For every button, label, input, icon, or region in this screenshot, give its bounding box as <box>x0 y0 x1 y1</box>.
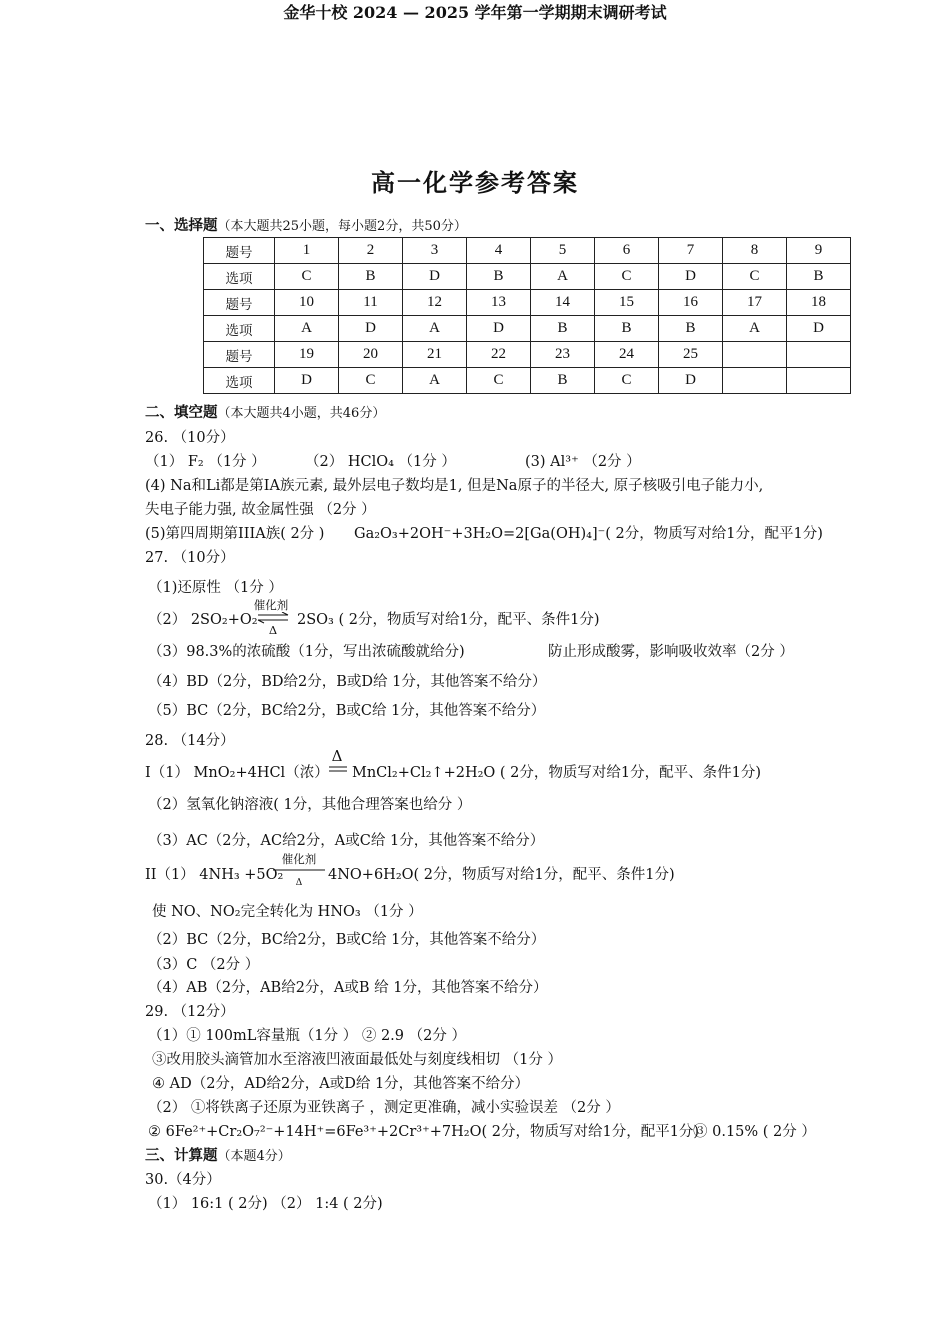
answer-cell: A <box>531 264 595 290</box>
question-number-cell <box>723 342 787 368</box>
q26-line3: 失电子能力强, 故金属性强 （2分 ） <box>145 502 376 518</box>
q30-line1: （1） 16:1 ( 2分) （2） 1:4 ( 2分) <box>148 1196 383 1212</box>
q27-condition-label: Δ <box>268 623 278 637</box>
question-number-cell: 8 <box>723 238 787 264</box>
q28-i2: （2）氢氧化钠溶液( 1分，其他合理答案也给分 ） <box>148 797 472 813</box>
table-row-numbers <box>204 238 851 264</box>
q29-line1: （1）① 100mL容量瓶（1分 ） ② 2.9 （2分 ） <box>148 1028 466 1044</box>
question-number-cell: 14 <box>531 290 595 316</box>
row-label: 题号 <box>204 238 275 264</box>
section3-title: 三、计算题 <box>145 1147 218 1164</box>
row-label: 题号 <box>204 342 275 368</box>
question-number-cell: 18 <box>787 290 851 316</box>
q28-ii1b: 4NO+6H₂O( 2分，物质写对给1分，配平、条件1分) <box>328 867 675 883</box>
q28-reaction-line-icon <box>272 868 326 872</box>
row-label: 题号 <box>204 290 275 316</box>
row-label: 选项 <box>204 368 275 394</box>
question-number-cell: 15 <box>595 290 659 316</box>
table-row-numbers <box>204 342 851 368</box>
answer-cell: D <box>403 264 467 290</box>
question-number-cell: 7 <box>659 238 723 264</box>
question-number-cell: 25 <box>659 342 723 368</box>
section2-heading <box>145 404 385 423</box>
answer-cell: B <box>787 264 851 290</box>
question-number-cell: 21 <box>403 342 467 368</box>
q28-ii3: （3）C （2分 ） <box>148 957 260 973</box>
page-subtitle: 高一化学参考答案 <box>371 168 579 197</box>
q28-ii1c: 使 NO、NO₂完全转化为 HNO₃ （1分 ） <box>152 904 423 920</box>
q26-line4a: (5)第四周期第IIIA族( 2分 ) <box>145 526 325 542</box>
q26-line2: (4) Na和Li都是第IA族元素, 最外层电子数均是1, 但是Na原子的半径大, 原子核吸引电子能力小, <box>145 478 764 494</box>
q28-ii-catalyst-label: 催化剂 <box>281 852 317 866</box>
question-number-cell: 9 <box>787 238 851 264</box>
answer-cell: C <box>595 368 659 394</box>
answer-cell: B <box>339 264 403 290</box>
answer-cell: A <box>403 316 467 342</box>
q29-line3: ④ AD（2分，AD给2分，A或D给 1分，其他答案不给分） <box>152 1076 530 1092</box>
page-title: 金华十校 2024 — 2025 学年第一学期期末调研考试 <box>283 3 667 22</box>
question-number-cell: 17 <box>723 290 787 316</box>
question-number-cell: 1 <box>275 238 339 264</box>
q28-ii2: （2）BC（2分，BC给2分，B或C给 1分，其他答案不给分） <box>148 932 546 948</box>
question-number-cell: 3 <box>403 238 467 264</box>
q27-head: 27. （10分） <box>145 550 235 566</box>
table-row-answers <box>204 368 851 394</box>
question-number-cell: 22 <box>467 342 531 368</box>
q28-equals-sign-icon <box>328 765 348 773</box>
answer-cell: B <box>531 368 595 394</box>
row-label: 选项 <box>204 316 275 342</box>
q27-line2b: 2SO₃ ( 2分，物质写对给1分，配平、条件1分) <box>297 612 600 628</box>
q28-i3: （3）AC（2分，AC给2分，A或C给 1分，其他答案不给分） <box>148 833 545 849</box>
answer-cell: A <box>403 368 467 394</box>
section1-note: （本大题共25小题，每小题2分，共50分） <box>217 219 467 234</box>
answer-cell: A <box>275 316 339 342</box>
q27-line1: （1)还原性 （1分 ） <box>148 580 283 596</box>
q27-line4: （4）BD（2分，BD给2分，B或D给 1分，其他答案不给分） <box>148 674 547 690</box>
answer-cell: D <box>659 368 723 394</box>
q28-ii1a: II（1） 4NH₃ +5O₂ <box>145 867 284 883</box>
section3-note: （本题4分） <box>217 1149 291 1164</box>
question-number-cell: 24 <box>595 342 659 368</box>
q28-heat-label: Δ <box>331 747 343 765</box>
answer-cell: D <box>467 316 531 342</box>
q29-line2: ③改用胶头滴管加水至溶液凹液面最低处与刻度线相切 （1分 ） <box>152 1052 562 1068</box>
question-number-cell: 11 <box>339 290 403 316</box>
answer-cell: B <box>467 264 531 290</box>
q28-head: 28. （14分） <box>145 733 235 749</box>
answer-cell: D <box>275 368 339 394</box>
q28-i1b: MnCl₂+Cl₂↑+2H₂O ( 2分，物质写对给1分，配平、条件1分) <box>352 765 762 781</box>
table-row-answers <box>204 316 851 342</box>
question-number-cell: 20 <box>339 342 403 368</box>
question-number-cell: 10 <box>275 290 339 316</box>
table-row-answers <box>204 264 851 290</box>
answer-cell: C <box>723 264 787 290</box>
answer-cell: C <box>467 368 531 394</box>
answer-cell: B <box>531 316 595 342</box>
answer-cell: A <box>723 316 787 342</box>
question-number-cell: 13 <box>467 290 531 316</box>
question-number-cell: 19 <box>275 342 339 368</box>
answer-cell: C <box>275 264 339 290</box>
answer-cell: D <box>787 316 851 342</box>
q27-catalyst-label: 催化剂 <box>253 598 289 612</box>
row-label: 选项 <box>204 264 275 290</box>
q26-line1b: （2） HClO₄ （1分 ） <box>305 454 456 470</box>
answer-cell: C <box>339 368 403 394</box>
section1-title: 一、选择题 <box>145 217 218 234</box>
q26-line1a: （1） F₂ （1分 ） <box>145 454 266 470</box>
q27-line3b: 防止形成酸雾，影响吸收效率（2分 ） <box>548 644 794 660</box>
question-number-cell: 4 <box>467 238 531 264</box>
q27-line3a: （3）98.3%的浓硫酸（1分，写出浓硫酸就给分) <box>148 644 465 660</box>
answer-cell: D <box>339 316 403 342</box>
section2-title: 二、填空题 <box>145 404 218 421</box>
q29-line5a: ② 6Fe²⁺+Cr₂O₇²⁻+14H⁺=6Fe³⁺+2Cr³⁺+7H₂O( 2分，物质写对给1分，配平1分) <box>148 1124 700 1140</box>
q30-head: 30.（4分） <box>145 1172 221 1188</box>
question-number-cell: 16 <box>659 290 723 316</box>
section3-heading <box>145 1147 291 1166</box>
question-number-cell: 2 <box>339 238 403 264</box>
question-number-cell: 5 <box>531 238 595 264</box>
table-row-numbers <box>204 290 851 316</box>
answer-cell: B <box>659 316 723 342</box>
question-number-cell <box>787 342 851 368</box>
answer-cell <box>723 368 787 394</box>
q28-ii-condition-label: Δ <box>295 878 303 888</box>
q26-line4b: Ga₂O₃+2OH⁻+3H₂O=2[Ga(OH)₄]⁻( 2分，物质写对给1分，配平1分) <box>354 526 823 542</box>
question-number-cell: 6 <box>595 238 659 264</box>
q27-line2a: （2） 2SO₂+O₂ <box>148 612 258 628</box>
question-number-cell: 23 <box>531 342 595 368</box>
section1-heading <box>145 217 467 236</box>
q28-i1a: I（1） MnO₂+4HCl（浓） <box>145 765 329 781</box>
answer-cell: C <box>595 264 659 290</box>
q29-line5b: ③ 0.15% ( 2分 ） <box>693 1124 816 1140</box>
q26-line1c: (3) Al³⁺ （2分 ） <box>525 454 641 470</box>
q28-ii4: （4）AB（2分，AB给2分，A或B 给 1分，其他答案不给分） <box>148 980 548 996</box>
answer-cell: B <box>595 316 659 342</box>
q29-head: 29. （12分） <box>145 1004 235 1020</box>
question-number-cell: 12 <box>403 290 467 316</box>
answer-cell: D <box>659 264 723 290</box>
q26-head: 26. （10分） <box>145 430 235 446</box>
q27-line5: （5）BC（2分，BC给2分，B或C给 1分，其他答案不给分） <box>148 703 546 719</box>
section2-note: （本大题共4小题，共46分） <box>217 406 386 421</box>
q29-line4: （2） ①将铁离子还原为亚铁离子 ，测定更准确，减小实验误差 （2分 ） <box>148 1100 620 1116</box>
answer-table <box>203 237 851 394</box>
answer-cell <box>787 368 851 394</box>
